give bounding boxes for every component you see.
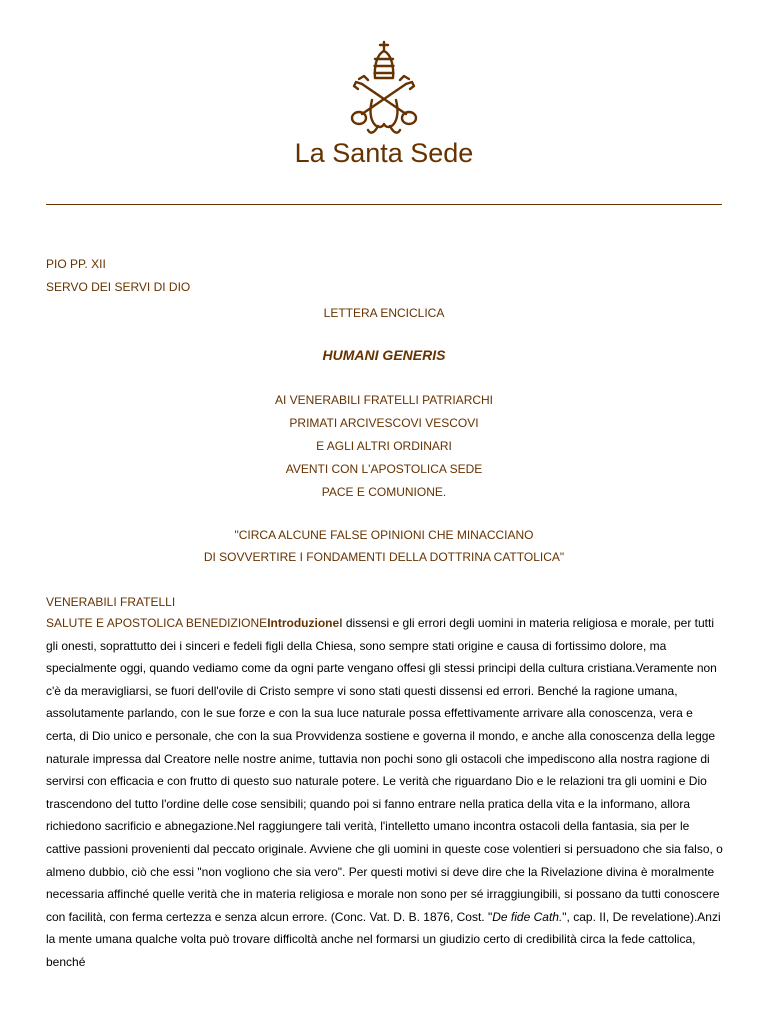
addressee-line: E AGLI ALTRI ORDINARI: [316, 439, 452, 453]
subtitle-line: "CIRCA ALCUNE FALSE OPINIONI CHE MINACCIANO: [234, 528, 534, 542]
addressee-line: PRIMATI ARCIVESCOVI VESCOVI: [289, 416, 479, 430]
header-divider: [46, 204, 722, 205]
document-title: HUMANI GENERIS: [322, 347, 446, 363]
body-paragraph-part2: ", cap. II, De revelatione).Anzi la mente umana qualche volta può trovare difficoltà anche nel formarsi un giudizio certo di credibilità circa la fede cattolica, benché: [46, 909, 721, 969]
addressee-line: AI VENERABILI FRATELLI PATRIARCHI: [274, 393, 494, 407]
addressee-line: PACE E COMUNIONE.: [321, 485, 447, 499]
addressee-line: AVENTI CON L'APOSTOLICA SEDE: [285, 462, 483, 476]
citation-italic: De fide Cath.: [492, 909, 563, 924]
document-type: LETTERA ENCICLICA: [323, 306, 445, 320]
body-text: [46, 612, 724, 974]
intro-heading: Introduzione: [267, 616, 340, 630]
site-title: La Santa Sede: [294, 138, 474, 168]
body-paragraph-part1: I dissensi e gli errori degli uomini in materia religiosa e morale, per tutti gli onesti, soprattutto dei i sinceri e fedeli figli della Chiesa, sono sempre stati origine e causa di fortissimo dolore, ma specialmente oggi, quando vediamo come da ogni parte vengano offesi gli stessi principi della cultura cristiana.Veramente non c'è da meravigliarsi, se fuori dell'ovile di Cristo sempre vi sono stati questi dissensi ed errori. Benché la ragione umana, assolutamente parlando, con le sue forze e con la sua luce naturale possa effettivamente arrivare alla conoscenza, vera e certa, di Dio unico e personale, che con la sua Provvidenza sostiene e governa il mondo, e anche alla conoscenza della legge naturale impressa dal Creatore nelle nostre anime, tuttavia non pochi sono gli ostacoli che impediscono alla nostra ragione di servirsi con efficacia e con frutto di questo suo naturale potere. Le verità che riguardano Dio e le relazioni tra gli uomini e Dio trascendono del tutto l'ordine delle cose sensibili; quando poi si fanno entrare nella pratica della vita e la informano, allora richiedono sacrificio e abnegazione.Nel raggiungere tali verità, l'intelletto umano incontra ostacoli della fantasia, sia per le cattive passioni provenienti dal peccato originale. Avviene che gli uomini in queste cose volentieri si persuadono che sia falso, o almeno dubbio, ciò che essi "non vogliono che sia vero". Per questi motivi si deve dire che la Rivelazione divina è moralmente necessaria affinché quelle verità che in materia religiosa e morale non sono per sé irraggiungibili, si possano da tutti conoscere con facilità, con ferma certezza e senza alcun errore. (Conc. Vat. D. B. 1876, Cost. ": [46, 616, 723, 924]
author-title-line: SERVO DEI SERVI DI DIO: [46, 280, 191, 294]
greeting: VENERABILI FRATELLI: [46, 595, 176, 609]
salutation: SALUTE E APOSTOLICA BENEDIZIONE: [46, 616, 268, 630]
papal-keys-tiara-icon: [344, 40, 424, 136]
subtitle-line: DI SOVVERTIRE I FONDAMENTI DELLA DOTTRINA CATTOLICA": [203, 550, 565, 564]
author-line: PIO PP. XII: [46, 257, 106, 271]
